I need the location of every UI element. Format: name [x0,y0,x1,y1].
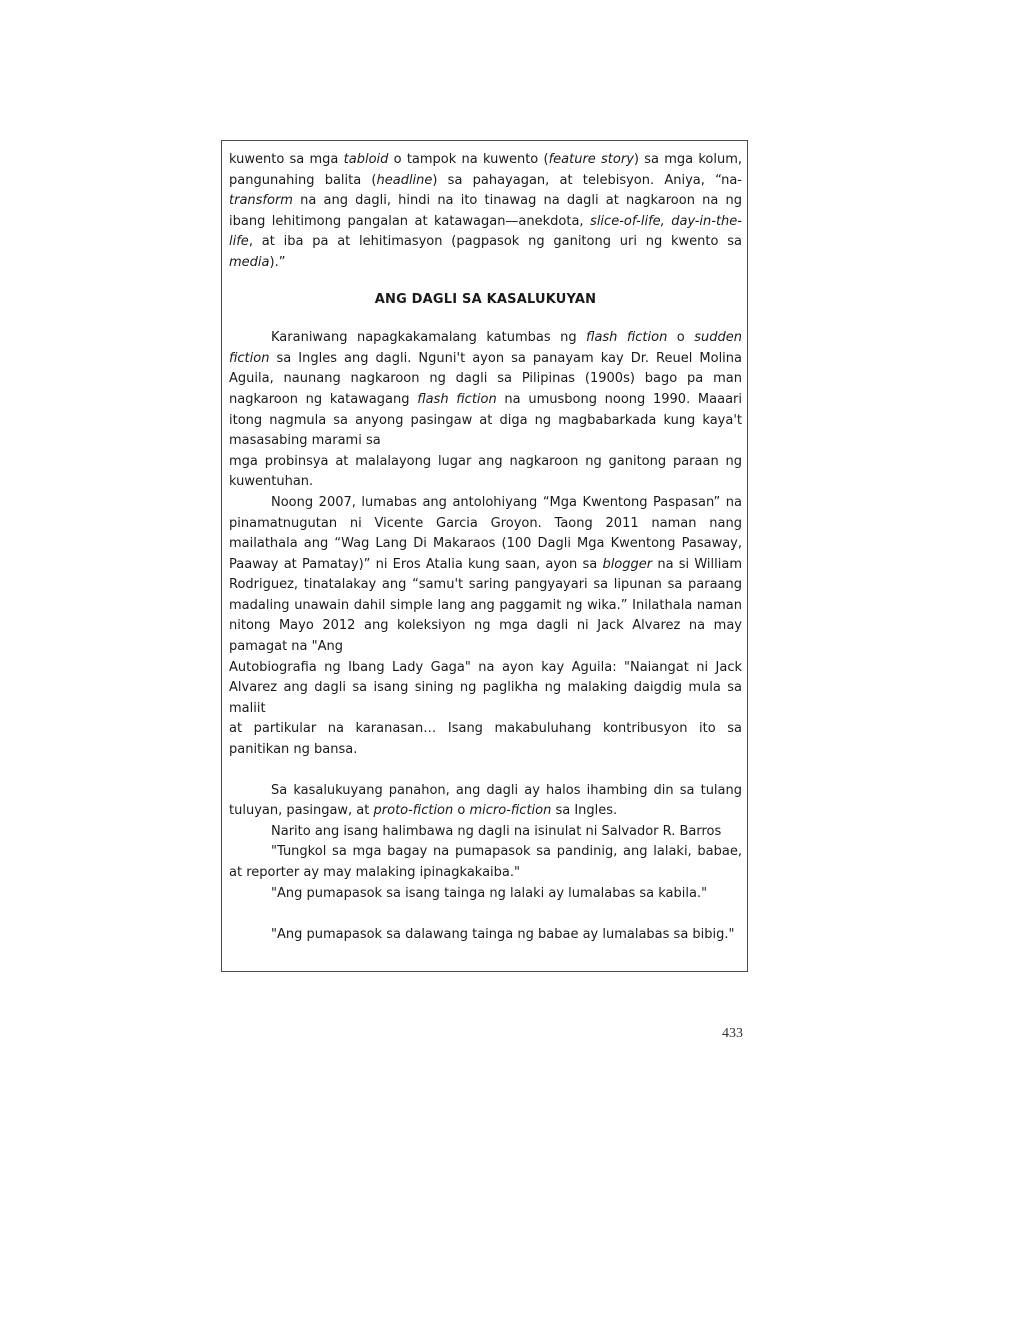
quote-babae: "Ang pumapasok sa dalawang tainga ng babae ay lumalabas sa bibig." [271,927,735,943]
paragraph-probinsya: mga probinsya at malalayong lugar ang nagkaroon ng ganitong paraan ng kuwentuhan. [229,453,742,490]
paragraph-antolohiya: Noong 2007, lumabas ang antolohiyang “Mga Kwentong Paspasan” na pinamatnugutan ni Vicente Garcia Groyon. Taong 2011 naman nang mailathala ang “Wag Lang Di Makaraos (100 Dagli Mga Kwentong Pasaway, Paaway at Pamatay)” ni Eros Atalia kung saan, ayon sa blogger na si William Rodriguez, tinatalakay ang “samu't saring pangyayari sa lipunan sa paraang madaling unawain dahil simple lang ang paggamit ng wika.” Inilathala naman nitong Mayo 2012 ang koleksiyon ng mga dagli ni Jack Alvarez na may pamagat na "Ang [229,494,742,655]
paragraph-karanasan: at partikular na karanasan… Isang makabuluhang kontribusyon ito sa panitikan ng bansa. [229,721,742,758]
page-content [229,150,742,946]
quote-pandinig: "Tungkol sa mga bagay na pumapasok sa pandinig, ang lalaki, babae, at reporter ay may malaking ipinagkakaiba." [229,844,742,880]
paragraph-halimbawa: Narito ang isang halimbawa ng dagli na isinulat ni Salvador R. Barros [271,823,722,839]
section-heading: ANG DAGLI SA KASALUKUYAN [374,291,597,307]
quote-lalaki: "Ang pumapasok sa isang tainga ng lalaki ay lumalabas sa kabila." [271,885,708,901]
paragraph-kasalukuyan: Sa kasalukuyang panahon, ang dagli ay halos ihambing din sa tulang tuluyan, pasingaw, at proto-fiction o micro-fiction sa Ingles. [229,782,742,819]
paragraph-autobiografia: Autobiografia ng Ibang Lady Gaga" na ayon kay Aguila: "Naiangat ni Jack Alvarez ang dagli sa isang sining ng paglikha ng malaking daigdig mula sa maliit [229,659,742,716]
page-number: 433 [722,1026,743,1041]
paragraph-flash-fiction: Karaniwang napagkakamalang katumbas ng flash fiction o sudden fiction sa Ingles ang dagli. Nguni't ayon sa panayam kay Dr. Reuel Molina Aguila, naunang nagkaroon ng dagli sa Pilipinas (1900s) bago pa man nagkaroon ng katawagang flash fiction na umusbong noong 1990. Maaari itong nagmula sa anyong pasingaw at diga ng magbabarkada kung kaya't masasabing marami sa [229,330,742,449]
paragraph-intro: kuwento sa mga tabloid o tampok na kuwento (feature story) sa mga kolum, pangunahing balita (headline) sa pahayagan, at telebisyon. Aniya, “na-transform na ang dagli, hindi na ito tinawag na dagli at nagkaroon na ng ibang lehitimong pangalan at katawagan—anekdota, slice-of-life, day-in-the-life, at iba pa at lehitimasyon (pagpasok ng ganitong uri ng kwento sa media).” [229,152,742,270]
